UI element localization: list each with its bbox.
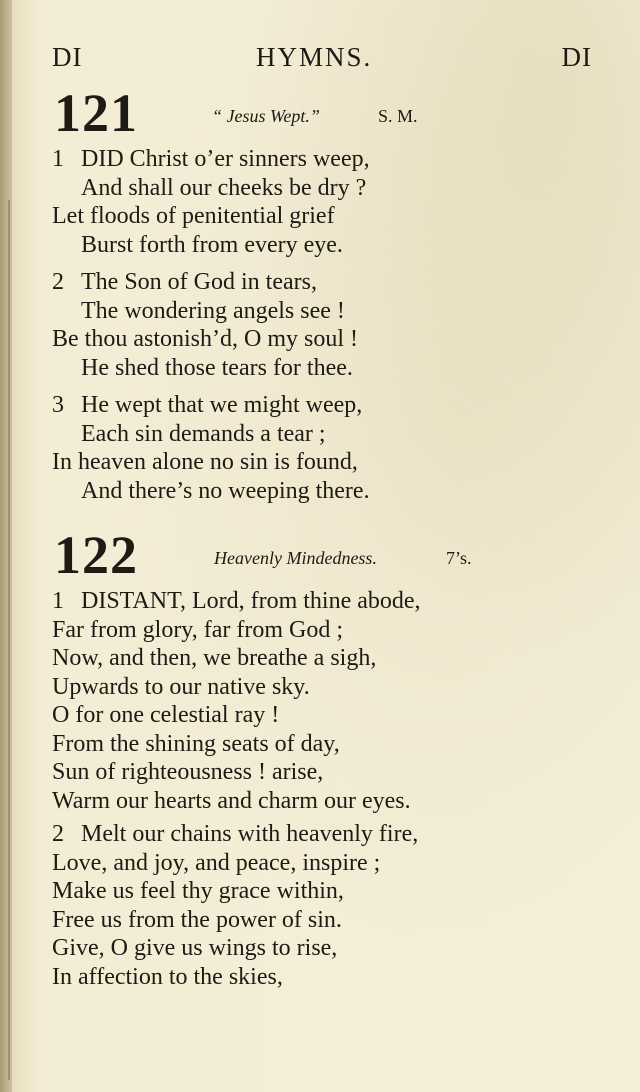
verse-line: Sun of righteousness ! arise, xyxy=(52,759,324,785)
verse-line-text: The Son of God in tears, xyxy=(81,269,317,295)
verse-line xyxy=(52,587,612,616)
hymn-meter: 7’s. xyxy=(446,548,472,568)
header-left-signature: DI xyxy=(52,42,83,72)
verse-line: Free us from the power of sin. xyxy=(52,906,342,933)
verse-line: In heaven alone no sin is found, xyxy=(52,449,358,475)
verse-line: O for one celestial ray ! xyxy=(52,702,280,728)
running-header xyxy=(52,42,592,78)
verse-number: 2 xyxy=(52,821,64,847)
hymn-title: Heavenly Mindedness. xyxy=(214,548,377,568)
binding-edge xyxy=(8,200,10,1080)
verse-line: Now, and then, we breathe a sigh, xyxy=(52,645,377,671)
verse-line: From the shining seats of day, xyxy=(52,730,340,757)
verse-line: Give, O give us wings to rise, xyxy=(52,935,338,961)
page-gutter xyxy=(0,0,12,1092)
verse-line: And there’s no weeping there. xyxy=(81,477,370,504)
verse-line-text: DID Christ o’er sinners weep, xyxy=(81,146,370,172)
hymn-121-verse-1 xyxy=(52,145,612,259)
verse-line: In affection to the skies, xyxy=(52,963,283,990)
hymn-number: 122 xyxy=(54,525,138,585)
verse-line: He shed those tears for thee. xyxy=(81,354,353,381)
hymn-number: 121 xyxy=(54,83,138,143)
verse-line: Make us feel thy grace within, xyxy=(52,878,344,904)
verse-number: 3 xyxy=(52,392,64,418)
verse-line xyxy=(52,820,612,849)
hymn-122-verse-2 xyxy=(52,820,612,991)
verse-line xyxy=(52,268,612,297)
verse-number: 1 xyxy=(52,146,64,172)
verse-line: Be thou astonish’d, O my soul ! xyxy=(52,326,358,352)
hymn-122-verse-1 xyxy=(52,587,612,815)
verse-line xyxy=(52,391,612,420)
verse-number: 2 xyxy=(52,269,64,295)
verse-line: And shall our cheeks be dry ? xyxy=(81,174,367,201)
verse-line-text: He wept that we might weep, xyxy=(81,392,363,418)
verse-line: Let floods of penitential grief xyxy=(52,203,335,229)
verse-line-text: Melt our chains with heavenly fire, xyxy=(81,821,419,847)
header-title: HYMNS. xyxy=(256,42,373,72)
verse-line: The wondering angels see ! xyxy=(81,297,345,324)
verse-number: 1 xyxy=(52,588,64,614)
hymn-121-heading xyxy=(54,83,594,143)
verse-line xyxy=(52,145,612,174)
hymn-121-verse-3 xyxy=(52,391,612,505)
verse-line: Upwards to our native sky. xyxy=(52,673,310,700)
header-right-signature: DI xyxy=(561,42,592,72)
verse-line: Far from glory, far from God ; xyxy=(52,616,344,643)
verse-line: Each sin demands a tear ; xyxy=(81,420,326,447)
hymn-121-verse-2 xyxy=(52,268,612,382)
verse-line: Burst forth from every eye. xyxy=(81,231,343,258)
hymn-title: “ Jesus Wept.” xyxy=(212,106,320,126)
verse-line: Love, and joy, and peace, inspire ; xyxy=(52,849,381,876)
hymn-meter: S. M. xyxy=(378,106,418,126)
hymn-122-heading xyxy=(54,525,594,585)
verse-line: Warm our hearts and charm our eyes. xyxy=(52,787,411,814)
verse-line-text: DISTANT, Lord, from thine abode, xyxy=(81,588,421,614)
